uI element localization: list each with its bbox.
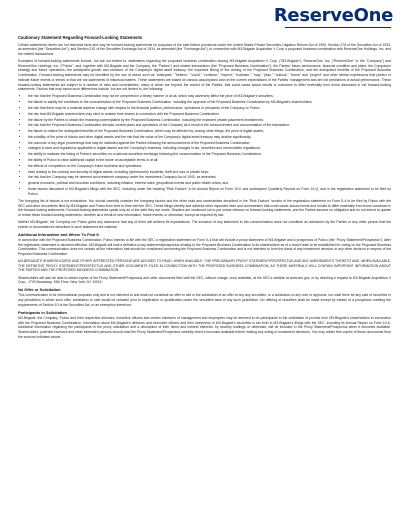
logo-underline [285,27,391,28]
no-offer-heading: No Offer or Solicitation [18,287,61,293]
intro-paragraph: Certain statements herein are not historical facts and may be forward-looking statements for purposes of the safe harbor provisions under the United States Private Securities Litigation Reform Act of 1995, Section 27A of the Securities Act of 1933, as amended (the "Securities Act"), and Section 21E of the Securities Exchange Act of 1934, as amended (the "Exchange Act"), in connection with M3-Brigade Acquisition V Corp.'s proposed business combination with ReserveOne Holdings, Inc. and the related transactions. [18,42,391,56]
risk-factor-item: • the ability of Pubco to raise additional capital in the future on acceptable terms or at all; [28,158,391,163]
risk-factor-list [18,94,391,196]
closing-paragraph: The foregoing list of factors is not exhaustive. You should carefully consider the foregoing factors and the other risks and uncertainties described in the "Risk Factors" section of the registration statement on Form S-4 to be filed by Pubco with the SEC and other documents filed by M3-Brigade and Pubco from time to time with the SEC. These filings identify and address other important risks and uncertainties that could cause actual events and results to differ materially from those contained in the forward-looking statements. Forward-looking statements speak only as of the date they are made. Readers are cautioned not to put undue reliance on forward-looking statements, and the Parties assume no obligation and do not intend to update or revise these forward-looking statements, whether as a result of new information, future events, or otherwise, except as required by law. [18,198,391,217]
risk-factor-item: • the risk that there may be a material adverse change with respect to the financial position, performance, operations or prospects of the Company or Pubco; [28,106,391,111]
risk-factor-item: • the failure to satisfy the conditions to the consummation of the Proposed Business Combination, including the approval of the Proposed Business Combination by M3-Brigade's shareholders; [28,100,391,105]
risk-factor-item: • the risk that the Proposed Business Combination may not be completed in a timely manner or at all, which may adversely affect the price of M3-Brigade's securities; [28,94,391,99]
risk-factor-item: • the failure to realize the anticipated benefits of the Proposed Business Combination, which may be affected by, among other things, the price of digital assets; [28,129,391,134]
risk-factor-item: • risks relating to the custody and security of digital assets, including cybersecurity incidents, theft and loss of private keys; [28,170,391,175]
no-offer-paragraph: This communication is for informational purposes only and is not intended to and shall not constitute an offer to sell or the solicitation of an offer to buy any securities, or a solicitation of any vote or approval, nor shall there be any sale of securities in any jurisdiction in which such offer, solicitation or sale would be unlawful prior to registration or qualification under the securities laws of any such jurisdiction. No offering of securities shall be made except by means of a prospectus meeting the requirements of Section 10 of the Securities Act, or an exemption therefrom. [18,293,391,307]
forward-looking-heading: Cautionary Statement Regarding Forward-Looking Statements [18,35,143,40]
risk-factor-item: • general economic, political and business conditions, including inflation, interest rates, geopolitical events and public health crises; and [28,181,391,186]
risk-factor-item: • the ability to maintain the listing of Pubco's securities on a national securities exchange following the consummation of the Proposed Business Combination; [28,152,391,157]
risk-factor-item: • the volatility of the price of bitcoin and other digital assets and the risk that the value of the Company's digital asset treasury may decline significantly; [28,135,391,140]
risk-factor-item: • the effects of competition on the Company's future business and operations; [28,164,391,169]
risk-factor-item: • changes in laws and regulations applicable to digital assets and the Company's business, including changes in tax, securities and commodities regulations; [28,146,391,151]
risk-factor-item: • the outcome of any legal proceedings that may be instituted against the Parties following the announcement of the Proposed Business Combination; [28,141,391,146]
participants-heading: Participants in Solicitation [18,309,67,315]
risk-factor-item: • the risk that the Company may be deemed an investment company under the Investment Company Act of 1940, as amended; [28,175,391,180]
additional-information-paragraph: M3-BRIGADE'S SHAREHOLDERS AND OTHER INTERESTED PERSONS ARE ADVISED TO READ, WHEN AVAILABLE, THE PRELIMINARY PROXY STATEMENT/PROSPECTUS AND ANY AMENDMENTS THERETO AND, WHEN AVAILABLE, THE DEFINITIVE PROXY STATEMENT/PROSPECTUS AND OTHER DOCUMENTS FILED IN CONNECTION WITH THE PROPOSED BUSINESS COMBINATION, AS THESE MATERIALS WILL CONTAIN IMPORTANT INFORMATION ABOUT THE PARTIES AND THE PROPOSED BUSINESS COMBINATION. [18,259,391,273]
additional-information-paragraph: Shareholders will also be able to obtain copies of the Proxy Statement/Prospectus and other documents filed with the SEC, without charge, once available, at the SEC's website at www.sec.gov, or by directing a request to M3-Brigade Acquisition V Corp., 1700 Broadway, 19th Floor, New York, NY 10019. [18,275,391,285]
risk-factor-item: • the failure by the Parties to obtain the financing contemplated by the Proposed Business Combination, including the expected private placement investments; [28,118,391,123]
risk-factor-item: • the risk that M3-Brigade shareholders may elect to redeem their shares in connection with the Proposed Business Combination; [28,112,391,117]
participants-paragraph: M3-Brigade, the Company, Pubco and their respective directors, executive officers and certain members of management and employees may be deemed to be participants in the solicitation of proxies from M3-Brigade's shareholders in connection with the Proposed Business Combination. Information about M3-Brigade's directors and executive officers and their ownership of M3-Brigade's securities is set forth in M3-Brigade's filings with the SEC, including its Annual Report on Form 10-K. Additional information regarding the participants in the proxy solicitation and a description of their direct and indirect interests, by security holdings or otherwise, will be included in the Proxy Statement/Prospectus when it becomes available. Shareholders, potential investors and other interested persons should read the Proxy Statement/Prospectus carefully when it becomes available before making any voting or investment decisions. You may obtain free copies of these documents from the sources indicated above. [18,315,391,339]
risk-factor-item: • the risk that the Proposed Business Combination disrupts current plans and operations of the Company as a result of the announcement and consummation of the transaction; [28,123,391,128]
closing-paragraph: Neither M3-Brigade, the Company nor Pubco gives any assurance that any of them will achieve its expectations. The inclusion of any statement in this communication does not constitute an admission by the Parties or any other person that the events or circumstances described in such statement are material. [18,220,391,229]
reserveone-logo: ReserveOne [273,5,393,26]
disclaimer-content [18,35,391,342]
risk-factor-item: • those factors discussed in M3-Brigade's filings with the SEC, including under the heading "Risk Factors" in its Annual Report on Form 10-K and subsequent Quarterly Reports on Form 10-Q, and in the registration statement to be filed by Pubco. [28,187,391,196]
intro-paragraph: Examples of forward-looking statements include, but are not limited to, statements regarding the proposed business combination among M3-Brigade Acquisition V Corp. ("M3-Brigade"), ReserveOne, Inc. ("ReserveOne" or the "Company") and ReserveOne Holdings, Inc. ("Pubco", and, together with M3-Brigade and the Company, the "Parties") and related transactions (the "Proposed Business Combination"); the Parties' future performance, financial condition and plans; the Company's strategy and future operations; the anticipated growth and structure of the Company's digital asset treasury; the expected timing of the closing of the Proposed Business Combination; and the anticipated benefits of the Proposed Business Combination. Forward-looking statements may be identified by the use of words such as "anticipate," "believe," "could," "continue," "expect," "estimate," "may," "plan," "outlook," "future" and "project" and other similar expressions that predict or indicate future events or trends or that are not statements of historical matters. These statements are based on various assumptions and on the current expectations of the Parties' management and are not predictions of actual performance. These forward-looking statements are subject to a number of risks and uncertainties, many of which are beyond the control of the Parties, that could cause actual results or outcomes to differ materially from those discussed in the forward-looking statements. Factors that may cause such differences include, but are not limited to, the following: [18,59,391,92]
additional-information-paragraph: In connection with the Proposed Business Combination, Pubco intends to file with the SEC a registration statement on Form S-4 that will include a proxy statement of M3-Brigade and a prospectus of Pubco (the "Proxy Statement/Prospectus"). After the registration statement is declared effective, M3-Brigade will mail a definitive proxy statement/prospectus relating to the Proposed Business Combination to its shareholders as of a record date to be established for voting on the Proposed Business Combination. This communication does not contain all the information that should be considered concerning the Proposed Business Combination and is not intended to form the basis of any investment decision or any other decision in respect of the Proposed Business Combination. [18,237,391,256]
additional-information-heading: Additional Information and Where To Find It [18,231,99,237]
